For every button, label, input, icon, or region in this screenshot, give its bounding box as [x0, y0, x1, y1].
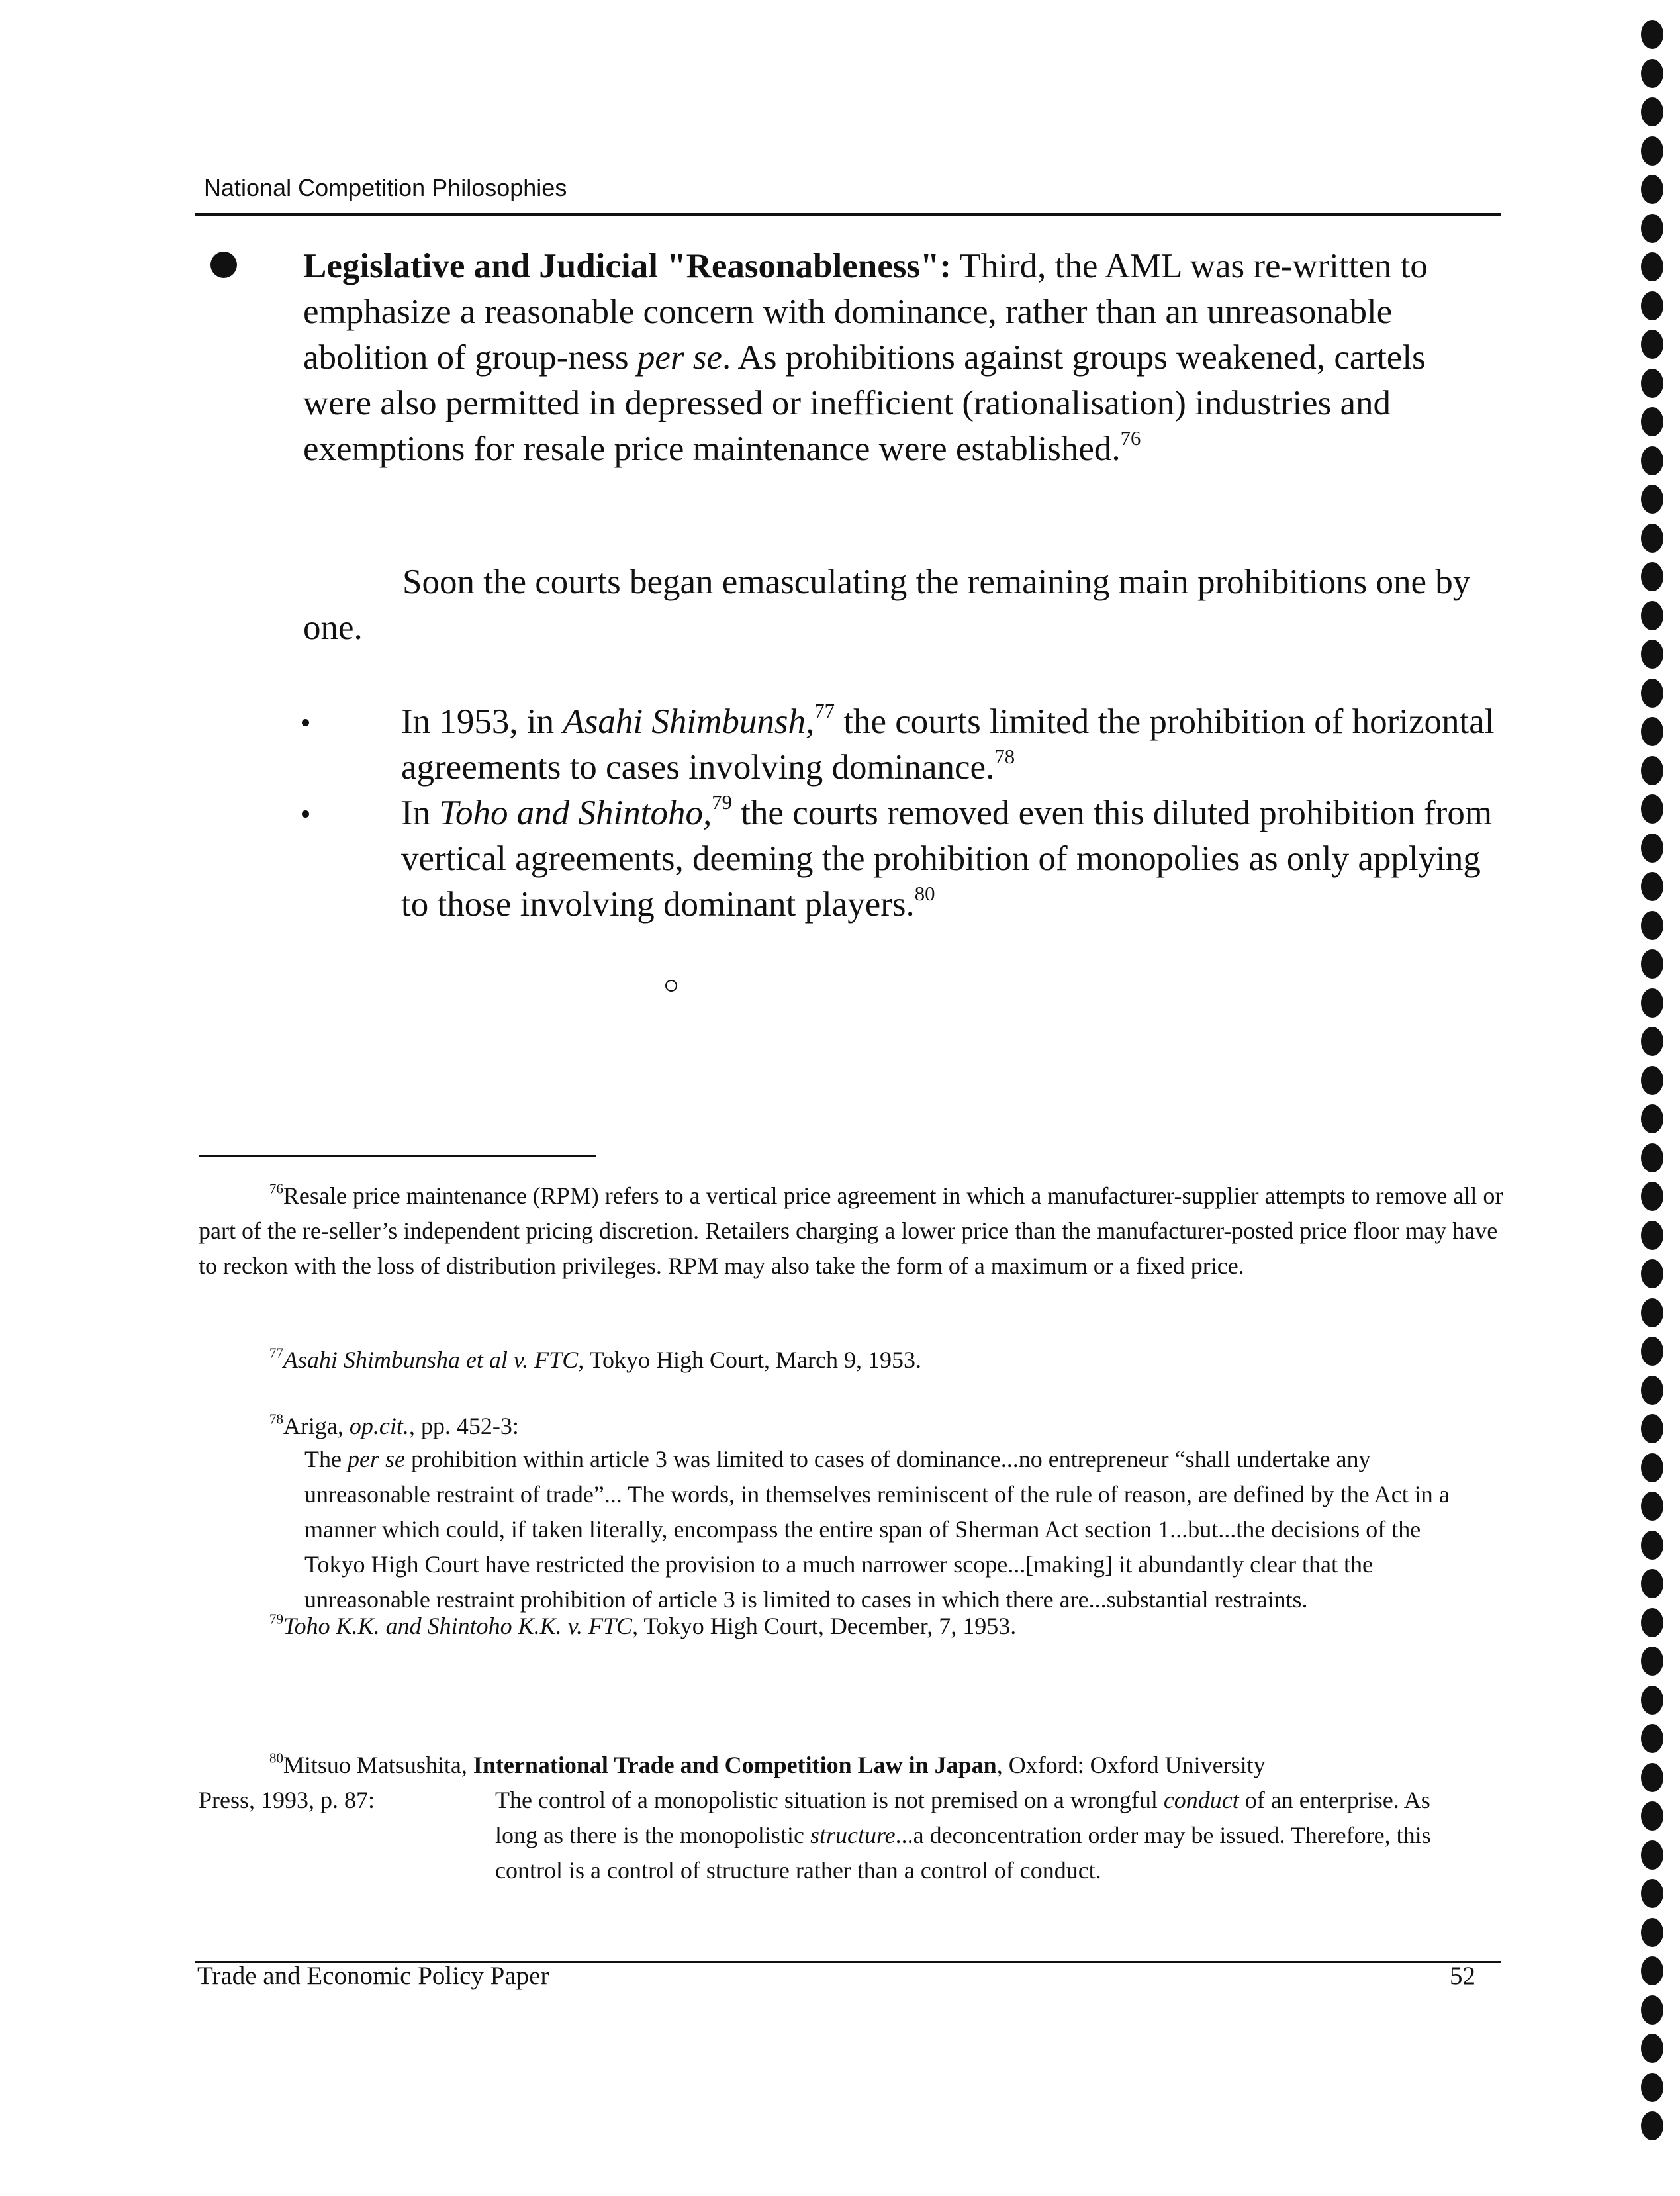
binding-hole — [1641, 872, 1663, 901]
footnote-77: $^{77}$Asahi Shimbunsha et al v. FTC, Tokyo High Court, March 9, 1953. — [269, 1345, 921, 1373]
stray-mark-circle — [665, 980, 677, 992]
binding-hole — [1641, 20, 1663, 49]
binding-hole — [1641, 1801, 1663, 1831]
binding-hole — [1641, 640, 1663, 669]
case-name: Asahi Shimbunsh, — [563, 702, 815, 741]
footnote-ref-77[interactable]: 77 — [814, 699, 835, 722]
binding-hole — [1641, 1143, 1663, 1172]
footnote-79: $^{79}$Toho K.K. and Shintoho K.K. v. FTC, Tokyo High Court, December, 7, 1953. — [269, 1611, 1017, 1639]
binding-hole — [1641, 794, 1663, 824]
binding-hole — [1641, 679, 1663, 708]
binding-hole — [1641, 485, 1663, 514]
binding-hole — [1641, 562, 1663, 591]
binding-hole — [1641, 1259, 1663, 1288]
binding-hole — [1641, 1956, 1663, 1985]
bullet-marker — [210, 252, 237, 278]
page-number: 52 — [1450, 1962, 1475, 1990]
binding-hole — [1641, 97, 1663, 126]
section-heading: Legislative and Judicial "Reasonableness": — [303, 247, 952, 285]
binding-hole — [1641, 834, 1663, 863]
case-name: Toho and Shintoho, — [439, 794, 712, 832]
binding-hole — [1641, 1492, 1663, 1521]
header-rule — [195, 213, 1501, 216]
binding-hole — [1641, 175, 1663, 204]
footnote-ref-79[interactable]: 79 — [712, 790, 732, 814]
binding-hole — [1641, 1104, 1663, 1133]
bullet-dot — [302, 719, 309, 726]
binding-holes — [1632, 20, 1668, 2172]
paragraph-courts: Soon the courts began emasculating the remaining main prohibitions one by one. — [303, 563, 1471, 647]
binding-hole — [1641, 1298, 1663, 1327]
bullet-dot — [302, 810, 309, 818]
binding-hole — [1641, 369, 1663, 398]
binding-hole — [1641, 1414, 1663, 1443]
binding-hole — [1641, 949, 1663, 979]
binding-hole — [1641, 1066, 1663, 1095]
binding-hole — [1641, 1531, 1663, 1560]
binding-hole — [1641, 524, 1663, 553]
list-item: In Toho and Shintoho,$^{79}$ the courts removed even this diluted prohibition from vertical agreements, deeming the prohibition of monopolies as only applying to those involving dominant players.$^{80}$ — [302, 790, 1501, 928]
binding-hole — [1641, 911, 1663, 940]
binding-hole — [1641, 330, 1663, 359]
footnote-80-quote: The control of a monopolistic situation is not premised on a wrongful conduct of an enterprise. As long as there is the monopolistic structure...a deconcentration order may be issued. Therefore, this control is a control of structure rather than a control of conduct. — [495, 1787, 1431, 1884]
binding-hole — [1641, 1182, 1663, 1211]
running-header: National Competition Philosophies — [204, 174, 567, 201]
binding-hole — [1641, 2034, 1663, 2063]
binding-hole — [1641, 214, 1663, 243]
binding-hole — [1641, 1918, 1663, 1947]
footnote-78-quote: The per se prohibition within article 3 was limited to cases of dominance...no entrepreneur “shall undertake any unreasonable restraint of trade”... The words, in themselves reminiscent of the rule of reason, are defined by the Act in a manner which could, if taken literally, encompass the entire span of Sherman Act section 1...but...the decisions of the Tokyo High Court have restricted the provision to a much narrower scope...[making] it abundantly clear that the unreasonable restraint prohibition of article 3 is limited to cases in which there are...substantial restraints. — [304, 1446, 1450, 1613]
binding-hole — [1641, 1376, 1663, 1405]
binding-hole — [1641, 1569, 1663, 1598]
binding-hole — [1641, 1995, 1663, 2025]
footnote-78: $^{78}$Ariga, op.cit., pp. 452-3: — [269, 1411, 519, 1439]
binding-hole — [1641, 1763, 1663, 1792]
binding-hole — [1641, 601, 1663, 630]
footnote-80-publisher: Press, 1993, p. 87: — [199, 1787, 375, 1813]
footnote-76: $^{76}$Resale price maintenance (RPM) refers to a vertical price agreement in which a manufacturer-supplier attempts to remove all or part of the re-seller’s independent pricing discretion. Retailers charging a lower price than the manufacturer-posted price floor may have to reckon with the loss of distribution privileges. RPM may also take the form of a maximum or a fixed price. — [199, 1180, 1503, 1279]
footnote-80: $^{80}$Mitsuo Matsushita, International Trade and Competition Law in Japan, Oxford: Oxford University — [269, 1750, 1266, 1778]
binding-hole — [1641, 1879, 1663, 1908]
binding-hole — [1641, 1647, 1663, 1676]
footnote-ref-80[interactable]: 80 — [914, 882, 935, 905]
binding-hole — [1641, 2073, 1663, 2102]
main-italic-per-se: per se — [637, 338, 722, 377]
binding-hole — [1641, 717, 1663, 746]
main-paragraph — [303, 244, 1501, 472]
binding-hole — [1641, 446, 1663, 475]
footnote-separator — [199, 1155, 596, 1157]
binding-hole — [1641, 1337, 1663, 1366]
binding-hole — [1641, 1840, 1663, 1870]
main-text-1: Third, the AML was re-written to emphasize a reasonable concern with dominance, rather than an unreasonable abolition of group-ness — [303, 247, 1428, 377]
footnote-ref-78[interactable]: 78 — [994, 745, 1015, 768]
case-list — [302, 699, 1501, 928]
binding-hole — [1641, 252, 1663, 281]
binding-hole — [1641, 1221, 1663, 1250]
footer-title: Trade and Economic Policy Paper — [197, 1962, 549, 1990]
binding-hole — [1641, 1608, 1663, 1637]
footnote-ref-76[interactable]: 76 — [1120, 426, 1141, 450]
binding-hole — [1641, 988, 1663, 1018]
binding-hole — [1641, 59, 1663, 88]
binding-hole — [1641, 291, 1663, 320]
main-text-2: . As prohibitions against groups weakened, cartels were also permitted in depressed or inefficient (rationalisation) industries and exemptions for resale price maintenance were established. — [303, 338, 1426, 468]
binding-hole — [1641, 1686, 1663, 1715]
binding-hole — [1641, 756, 1663, 785]
binding-hole — [1641, 136, 1663, 166]
list-item: In 1953, in Asahi Shimbunsh,$^{77}$ the courts limited the prohibition of horizontal agreements to cases involving dominance.$^{78}$ — [302, 699, 1501, 790]
binding-hole — [1641, 1724, 1663, 1753]
binding-hole — [1641, 1027, 1663, 1056]
binding-hole — [1641, 1453, 1663, 1482]
binding-hole — [1641, 407, 1663, 436]
binding-hole — [1641, 2111, 1663, 2140]
